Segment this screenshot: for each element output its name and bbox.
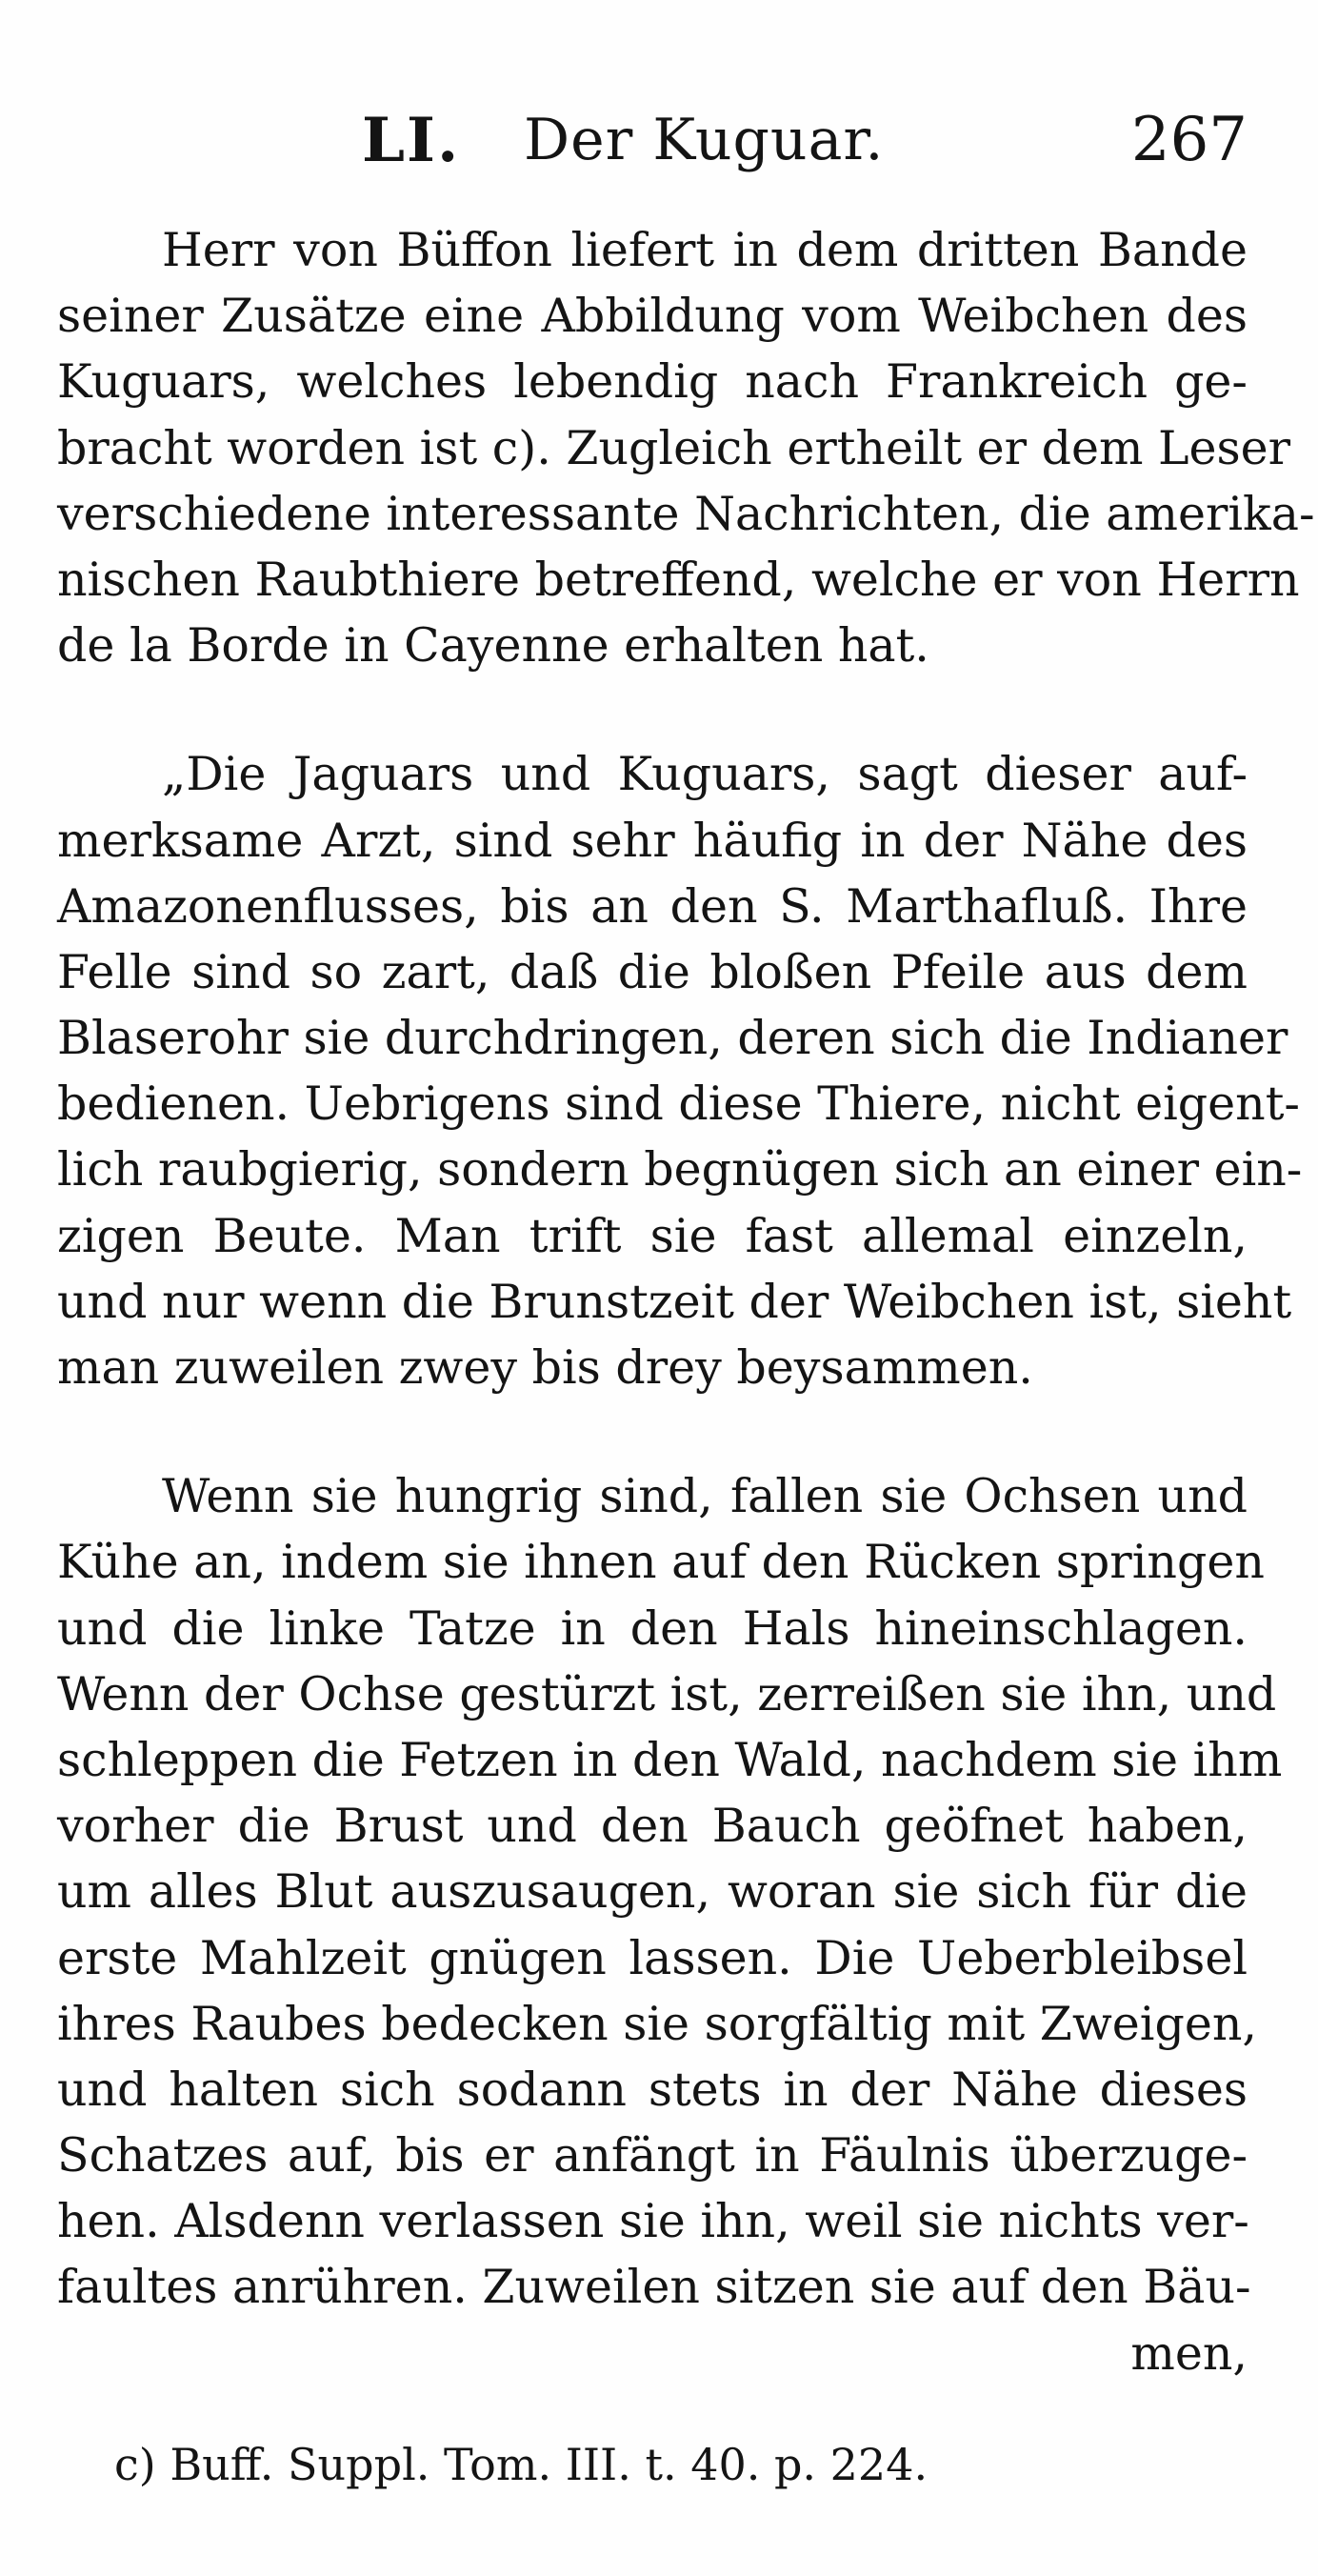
text-line: bracht worden ist c). Zugleich ertheilt er dem Leser [57, 420, 1291, 475]
text-line: hen. Alsdenn verlassen sie ihn, weil sie nichts ver- [57, 2194, 1249, 2249]
chapter-number: LI. [362, 105, 461, 176]
text-line: Schatzes auf, bis er anfängt in Fäulnis überzuge- [57, 2128, 1248, 2184]
text-line: und die linke Tatze in den Hals hineinschlagen. [57, 1600, 1248, 1656]
text-line: Wenn sie hungrig sind, fallen sie Ochsen und [162, 1469, 1248, 1524]
text-line: de la Borde in Cayenne erhalten hat. [57, 618, 929, 674]
text-line: zigen Beute. Man trift sie fast allemal einzeln, [57, 1208, 1248, 1263]
page-number: 267 [1130, 105, 1248, 175]
text-line: Amazonenflusses, bis an den S. Marthafluß. Ihre [57, 878, 1248, 934]
running-title: Der Kuguar. [524, 107, 885, 173]
paragraph [57, 217, 1315, 678]
paragraph [57, 741, 1303, 1400]
text-line: um alles Blut auszusaugen, woran sie sich für die [57, 1864, 1248, 1920]
running-header [362, 105, 1248, 191]
text-line: Blaserohr sie durchdringen, deren sich die Indianer [57, 1011, 1288, 1066]
footnote: c) Buff. Suppl. Tom. III. t. 40. p. 224. [114, 2439, 929, 2490]
text-line: bedienen. Uebrigens sind diese Thiere, nicht eigent- [57, 1077, 1300, 1132]
text-line: Felle sind so zart, daß die bloßen Pfeile aus dem [57, 944, 1248, 999]
text-line: und nur wenn die Brunstzeit der Weibchen ist, sieht [57, 1274, 1292, 1329]
text-line: nischen Raubthiere betreffend, welche er von Herrn [57, 552, 1300, 607]
text-line: Kuguars, welches lebendig nach Frankreich ge- [57, 354, 1248, 410]
text-line: „Die Jaguars und Kuguars, sagt dieser auf- [162, 747, 1248, 802]
text-line: lich raubgierig, sondern begnügen sich an einer ein- [57, 1142, 1303, 1197]
text-line: erste Mahlzeit gnügen lassen. Die Ueberbleibsel [57, 1930, 1248, 1985]
text-line: seiner Zusätze eine Abbildung vom Weibchen des [57, 289, 1248, 344]
catchword: men, [1130, 2325, 1248, 2381]
text-line: faultes anrühren. Zuweilen sitzen sie auf den Bäu- [57, 2260, 1251, 2315]
text-line: ihres Raubes bedecken sie sorgfältig mit Zweigen, [57, 1996, 1257, 2051]
body-text [57, 217, 1315, 2386]
text-line: Kühe an, indem sie ihnen auf den Rücken springen [57, 1535, 1265, 1590]
text-line: verschiedene interessante Nachrichten, die amerika- [57, 486, 1315, 541]
text-line: und halten sich sodann stets in der Nähe dieses [57, 2062, 1248, 2117]
text-line: Wenn der Ochse gestürzt ist, zerreißen sie ihn, und [57, 1666, 1277, 1721]
text-line: vorher die Brust und den Bauch geöfnet haben, [57, 1799, 1248, 1854]
text-line: Herr von Büffon liefert in dem dritten Bande [162, 223, 1248, 277]
text-line: schleppen die Fetzen in den Wald, nachdem sie ihm [57, 1732, 1283, 1787]
paragraph [57, 1463, 1283, 2386]
text-line: merksame Arzt, sind sehr häufig in der Nähe des [57, 813, 1248, 868]
text-line: man zuweilen zwey bis drey beysammen. [57, 1340, 1033, 1395]
